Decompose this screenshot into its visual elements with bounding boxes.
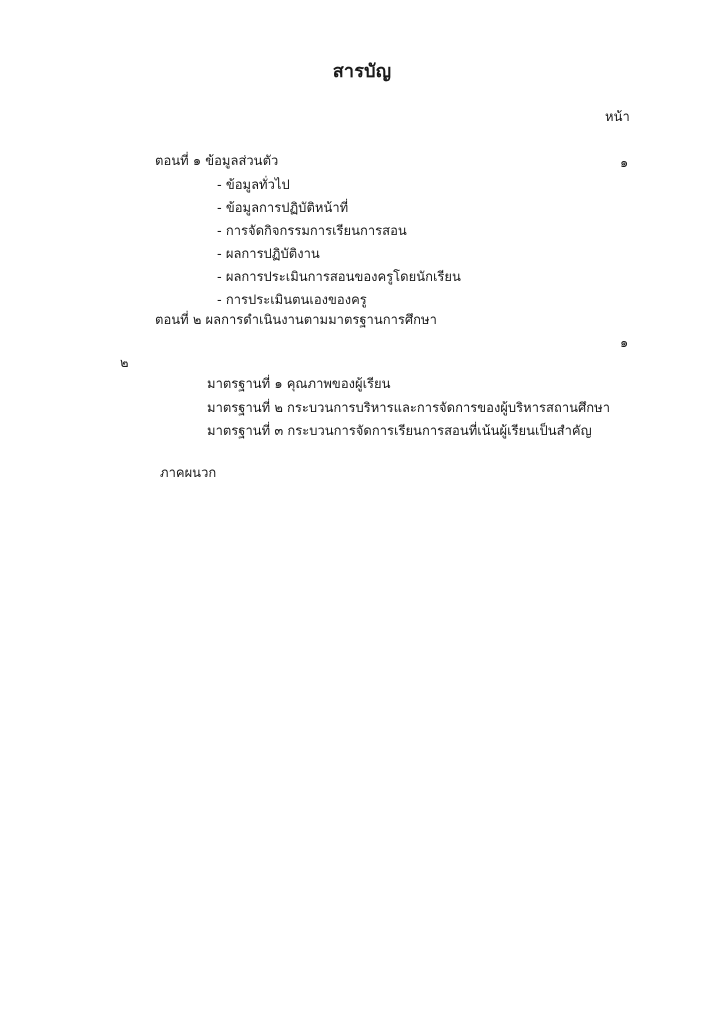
toc-entry-part-2: ตอนที่ ๒ ผลการดำเนินงานตามมาตรฐานการศึกษา (155, 313, 437, 328)
toc-standard-entry: มาตรฐานที่ ๓ กระบวนการจัดการเรียนการสอนที่เน้นผู้เรียนเป็นสำคัญ (207, 424, 592, 439)
toc-standard-entry: มาตรฐานที่ ๒ กระบวนการบริหารและการจัดการของผู้บริหารสถานศึกษา (207, 401, 610, 416)
toc-subentry: - ข้อมูลการปฏิบัติหน้าที่ (217, 201, 349, 216)
toc-page-number-part-2b: ๒ (120, 356, 129, 371)
page-title: สารบัญ (332, 61, 392, 82)
toc-standard-entry: มาตรฐานที่ ๑ คุณภาพของผู้เรียน (207, 377, 391, 392)
toc-subentry: - ผลการประเมินการสอนของครูโดยนักเรียน (217, 270, 461, 285)
page-column-header: หน้า (605, 110, 630, 125)
toc-entry-appendix: ภาคผนวก (160, 466, 217, 481)
toc-subentry: - การประเมินตนเองของครู (217, 293, 367, 308)
toc-page-number-part-2a: ๑ (620, 336, 629, 351)
toc-subentry: - ข้อมูลทั่วไป (217, 178, 290, 193)
toc-entry-part-1: ตอนที่ ๑ ข้อมูลส่วนตัว (155, 154, 279, 169)
toc-page-number-part-1: ๑ (620, 156, 629, 171)
toc-subentry: - การจัดกิจกรรมการเรียนการสอน (217, 224, 407, 239)
toc-subentry: - ผลการปฏิบัติงาน (217, 247, 320, 262)
